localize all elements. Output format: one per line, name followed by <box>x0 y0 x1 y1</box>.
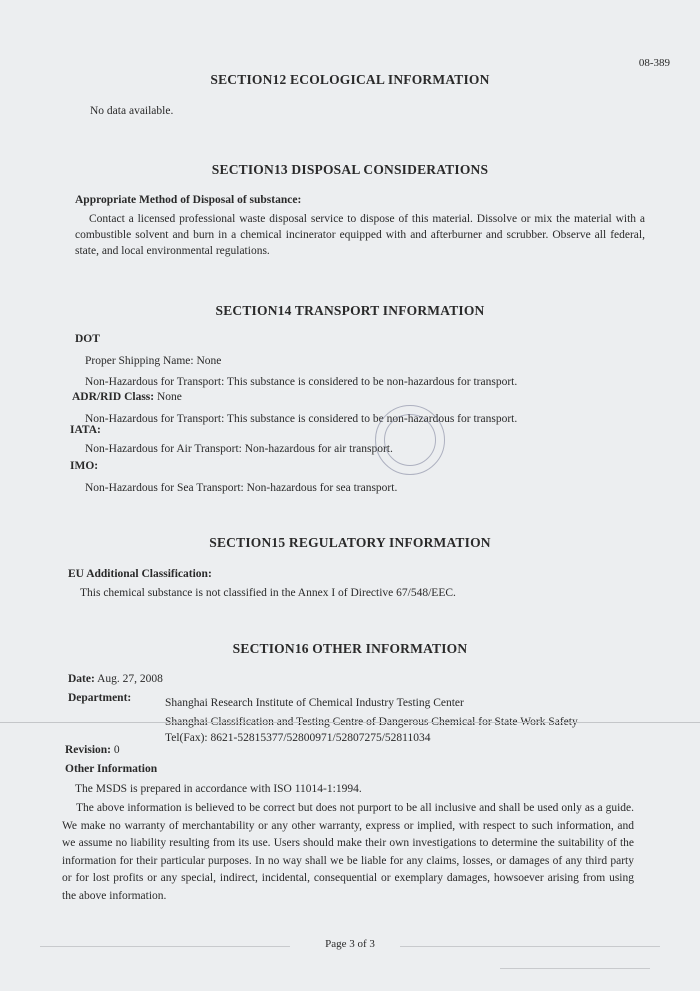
official-stamp <box>375 405 445 475</box>
footer-rule-left <box>40 946 290 947</box>
section13-subheading: Appropriate Method of Disposal of substance: <box>75 194 302 206</box>
department-tel-fax: Tel(Fax): 8621-52815377/52800971/52807275/52811034 <box>165 732 431 744</box>
section14-heading: SECTION14 TRANSPORT INFORMATION <box>215 303 485 318</box>
document-id: 08-389 <box>638 57 670 69</box>
department-label: Department: <box>68 692 132 704</box>
revision-label: Revision: <box>65 744 111 756</box>
footer-rule-right <box>400 946 660 947</box>
iata-label: IATA: <box>70 424 101 436</box>
other-info-disclaimer: The above information is believed to be correct but does not purport to be all inclusive and shall be used only as a guide. We make no warranty of merchantability or any other warranty, express or implied, with respect to such information, and we assume no liability resulting from its use. Users should make their own investigations to determine the suitability of the information for their particular purposes. In no way shall we be liable for any claims, losses, or damages of any third party or for lost profits or any special, indirect, incidental, consequential or exemplary damages, howsoever arising from using the above information. <box>62 802 634 902</box>
revision-value: 0 <box>113 744 120 756</box>
page-number: Page 3 of 3 <box>325 938 375 950</box>
department-line-1: Shanghai Research Institute of Chemical Industry Testing Center <box>165 697 464 709</box>
adr-non-hazardous: Non-Hazardous for Transport: This substance is considered to be non-hazardous for transport. <box>85 413 518 425</box>
section15-heading: SECTION15 REGULATORY INFORMATION <box>209 535 491 550</box>
imo-line: Non-Hazardous for Sea Transport: Non-hazardous for sea transport. <box>85 482 398 494</box>
iata-line: Non-Hazardous for Air Transport: Non-hazardous for air transport. <box>85 443 393 455</box>
dot-shipping-name: Proper Shipping Name: None <box>85 355 222 367</box>
footer-rule-lower <box>500 968 650 969</box>
date-value: Aug. 27, 2008 <box>97 673 163 685</box>
dot-non-hazardous: Non-Hazardous for Transport: This substance is considered to be non-hazardous for transport. <box>85 376 518 388</box>
adr-label: ADR/RID Class: <box>72 391 155 403</box>
section15-subheading: EU Additional Classification: <box>68 568 212 580</box>
section16-heading: SECTION16 OTHER INFORMATION <box>232 641 468 656</box>
revision-row <box>65 744 120 756</box>
section13-text: Contact a licensed professional waste disposal service to dispose of this material. Dissolve or mix the material with a combustible solvent and burn in a chemical incinerator equipped with and afterburner and scrubber. Observe all federal, state, and local environmental regulations. <box>75 213 645 257</box>
other-info-iso: The MSDS is prepared in accordance with ISO 11014-1:1994. <box>75 783 362 795</box>
section13-heading: SECTION13 DISPOSAL CONSIDERATIONS <box>211 162 489 177</box>
department-line-2: Shanghai Classification and Testing Centre of Dangerous Chemical for State Work Safety <box>165 716 578 728</box>
scan-artifact-line <box>0 722 700 723</box>
date-row <box>68 673 163 685</box>
adr-class <box>72 391 182 403</box>
stamp-inner-ring <box>384 414 436 466</box>
date-label: Date: <box>68 673 95 685</box>
section12-text: No data available. <box>90 105 174 117</box>
adr-value: None <box>156 391 182 403</box>
dot-label: DOT <box>75 333 100 345</box>
imo-label: IMO: <box>70 460 99 472</box>
other-info-label: Other Information <box>65 763 158 775</box>
section15-text: This chemical substance is not classified in the Annex I of Directive 67/548/EEC. <box>80 587 456 599</box>
section12-heading: SECTION12 ECOLOGICAL INFORMATION <box>210 72 490 87</box>
